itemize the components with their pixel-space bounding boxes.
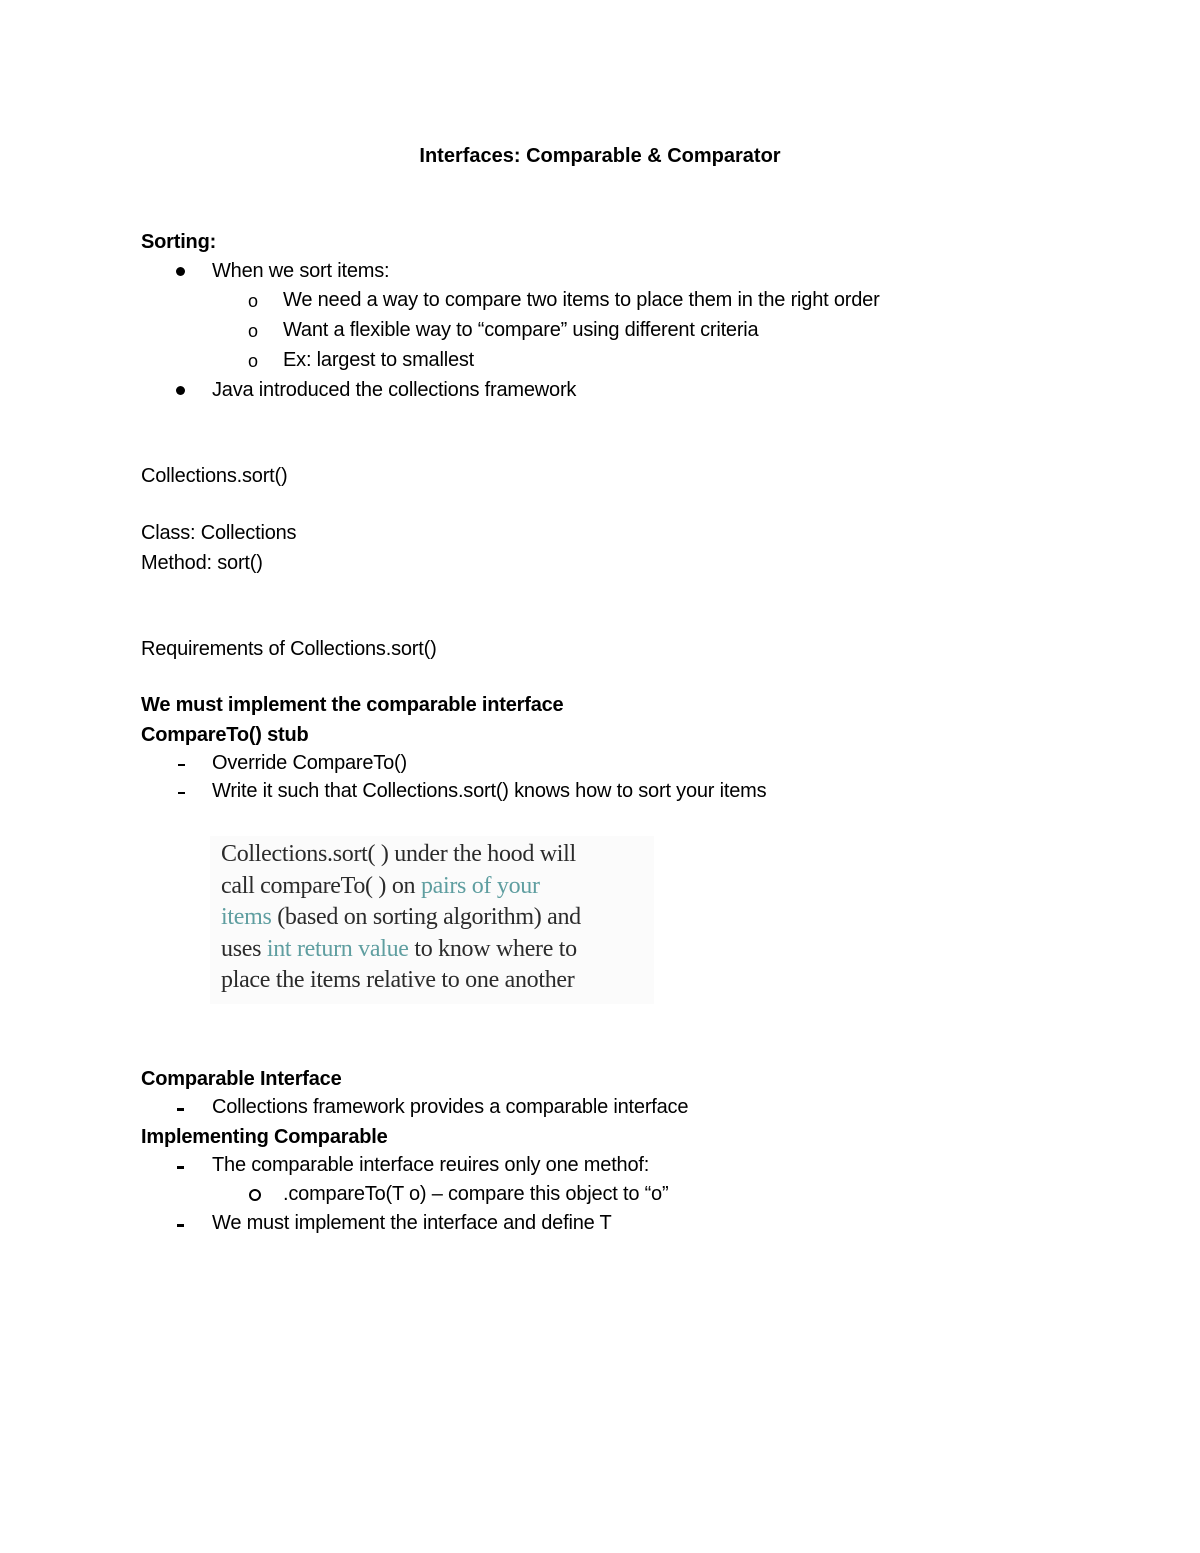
quote-image bbox=[210, 836, 654, 1004]
quote-text: (based on sorting algorithm) and bbox=[271, 904, 581, 930]
quote-line bbox=[221, 934, 577, 964]
list-item: When we sort items: bbox=[212, 260, 390, 282]
dash-icon bbox=[178, 792, 185, 794]
circle-bullet-icon: o bbox=[248, 291, 259, 311]
list-item: Write it such that Collections.sort() knows how to sort your items bbox=[212, 780, 767, 802]
circle-bullet-icon: o bbox=[248, 321, 259, 341]
quote-text: call compareTo( ) on bbox=[221, 873, 421, 899]
must-implement-heading: We must implement the comparable interface bbox=[141, 694, 564, 716]
dash-icon bbox=[178, 764, 185, 766]
dash-icon bbox=[177, 1108, 184, 1111]
dash-icon bbox=[177, 1166, 184, 1169]
list-item: Want a flexible way to “compare” using different criteria bbox=[283, 319, 759, 341]
list-item: .compareTo(T o) – compare this object to “o” bbox=[283, 1183, 669, 1205]
bullet-dot-icon bbox=[176, 267, 185, 276]
implementing-heading: Implementing Comparable bbox=[141, 1126, 388, 1148]
comparable-interface-heading: Comparable Interface bbox=[141, 1068, 342, 1090]
quote-line bbox=[221, 902, 581, 932]
quote-text: to know where to bbox=[408, 936, 577, 962]
sorting-heading: Sorting: bbox=[141, 231, 217, 253]
bullet-dot-icon bbox=[176, 386, 185, 395]
quote-line bbox=[221, 871, 540, 901]
quote-text: uses bbox=[221, 936, 267, 962]
quote-highlight: int return value bbox=[266, 936, 409, 962]
quote-line: Collections.sort( ) under the hood will bbox=[221, 841, 576, 867]
list-item: We need a way to compare two items to place them in the right order bbox=[283, 289, 880, 311]
list-item: Java introduced the collections framework bbox=[212, 379, 577, 401]
quote-highlight: items bbox=[221, 904, 272, 930]
class-line: Class: Collections bbox=[141, 522, 297, 544]
quote-line: place the items relative to one another bbox=[221, 967, 575, 993]
compareto-stub-heading: CompareTo() stub bbox=[141, 724, 309, 746]
list-item: Override CompareTo() bbox=[212, 752, 407, 774]
quote-highlight: pairs of your bbox=[420, 873, 540, 899]
method-line: Method: sort() bbox=[141, 552, 263, 574]
circle-bullet-icon: o bbox=[248, 351, 259, 371]
circle-bullet-icon bbox=[249, 1189, 261, 1201]
list-item: Collections framework provides a comparable interface bbox=[212, 1096, 689, 1118]
page-title: Interfaces: Comparable & Comparator bbox=[419, 145, 781, 167]
requirements-text: Requirements of Collections.sort() bbox=[141, 638, 437, 660]
list-item: The comparable interface reuires only one methof: bbox=[212, 1154, 650, 1176]
list-item: We must implement the interface and define T bbox=[212, 1212, 612, 1234]
list-item: Ex: largest to smallest bbox=[283, 349, 475, 371]
collections-sort-text: Collections.sort() bbox=[141, 465, 288, 487]
dash-icon bbox=[177, 1224, 184, 1227]
